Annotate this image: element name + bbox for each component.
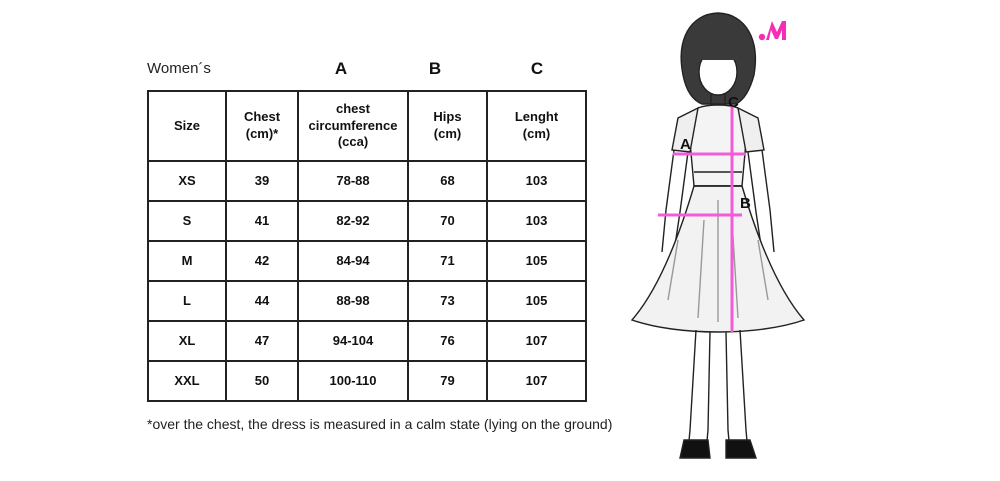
cell-circumference: 84-94 (298, 241, 408, 281)
size-chart-table (147, 90, 587, 402)
cell-circumference: 88-98 (298, 281, 408, 321)
cell-size: M (148, 241, 226, 281)
measure-label-c: C (728, 94, 739, 111)
table-row (148, 201, 586, 241)
cell-circumference: 78-88 (298, 161, 408, 201)
cell-size: S (148, 201, 226, 241)
measure-label-b: B (740, 195, 751, 212)
table-row (148, 361, 586, 401)
cell-chest: 50 (226, 361, 298, 401)
cell-hips: 79 (408, 361, 487, 401)
cell-hips: 70 (408, 201, 487, 241)
left-shoe (680, 440, 710, 458)
cell-chest: 47 (226, 321, 298, 361)
dress-model-illustration (618, 0, 818, 481)
cell-chest: 41 (226, 201, 298, 241)
cell-size: XS (148, 161, 226, 201)
cell-chest: 44 (226, 281, 298, 321)
header-length: Lenght (cm) (487, 91, 586, 161)
cell-length: 105 (487, 281, 586, 321)
cell-circumference: 94-104 (298, 321, 408, 361)
header-chest-circumference: chest circumference (cca) (298, 91, 408, 161)
cell-circumference: 100-110 (298, 361, 408, 401)
column-letter-a: A (334, 59, 348, 78)
cell-size: XXL (148, 361, 226, 401)
footnote: *over the chest, the dress is measured in a calm state (lying on the ground) (147, 416, 613, 432)
table-row (148, 281, 586, 321)
table-header-row (148, 91, 586, 161)
right-shoe (726, 440, 756, 458)
cell-circumference: 82-92 (298, 201, 408, 241)
measure-label-a: A (680, 136, 691, 153)
table-row (148, 241, 586, 281)
cell-hips: 68 (408, 161, 487, 201)
cell-hips: 73 (408, 281, 487, 321)
cell-hips: 76 (408, 321, 487, 361)
table-row (148, 321, 586, 361)
cell-size: L (148, 281, 226, 321)
header-hips: Hips (cm) (408, 91, 487, 161)
cell-length: 107 (487, 321, 586, 361)
cell-length: 105 (487, 241, 586, 281)
cell-size: XL (148, 321, 226, 361)
header-size: Size (148, 91, 226, 161)
cell-chest: 42 (226, 241, 298, 281)
table-row (148, 161, 586, 201)
cell-length: 103 (487, 161, 586, 201)
cell-hips: 71 (408, 241, 487, 281)
cell-chest: 39 (226, 161, 298, 201)
gender-label: Women´s (147, 60, 211, 77)
column-letter-c: C (530, 59, 544, 78)
column-letter-b: B (428, 59, 442, 78)
cell-length: 103 (487, 201, 586, 241)
header-chest: Chest (cm)* (226, 91, 298, 161)
cell-length: 107 (487, 361, 586, 401)
